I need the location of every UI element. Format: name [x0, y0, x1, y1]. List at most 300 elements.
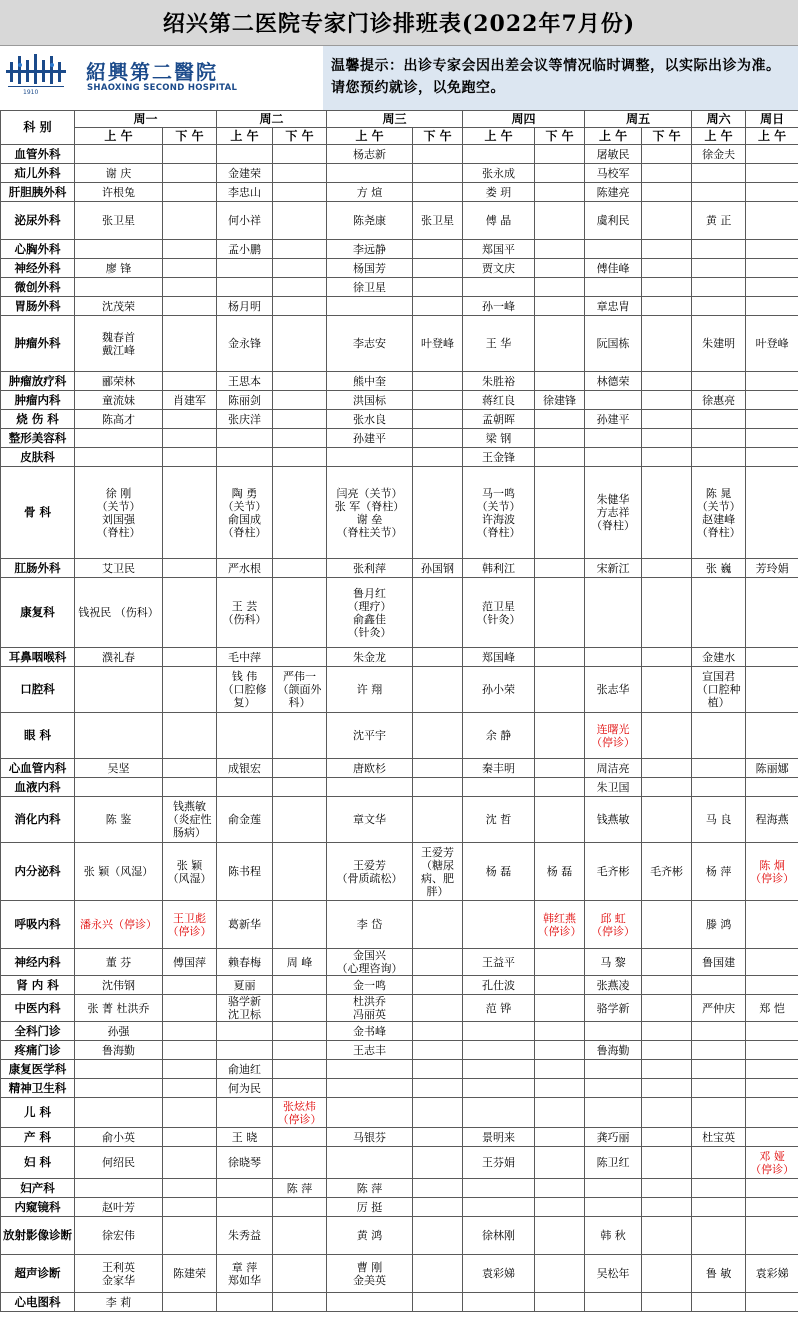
schedule-cell	[217, 429, 273, 448]
schedule-cell: 金一鸣	[327, 976, 413, 995]
schedule-cell: 徐林刚	[463, 1217, 535, 1255]
dept-name: 肝胆胰外科	[1, 183, 75, 202]
schedule-cell: 钱燕敏	[585, 797, 642, 843]
schedule-cell	[535, 713, 585, 759]
schedule-cell	[273, 145, 327, 164]
schedule-cell	[585, 278, 642, 297]
schedule-cell: 沈 哲	[463, 797, 535, 843]
schedule-cell	[273, 448, 327, 467]
table-row	[1, 778, 798, 797]
schedule-cell	[746, 259, 798, 278]
schedule-cell	[535, 1147, 585, 1179]
dept-name: 消化内科	[1, 797, 75, 843]
schedule-cell	[642, 578, 692, 648]
schedule-cell	[642, 429, 692, 448]
hospital-logo	[0, 46, 323, 110]
schedule-cell	[692, 1079, 746, 1098]
dept-name: 肿瘤外科	[1, 316, 75, 372]
dept-name: 眼 科	[1, 713, 75, 759]
schedule-cell	[746, 1079, 798, 1098]
schedule-cell: 闫亮（关节） 张 军（脊柱） 谢 垒 （脊柱关节）	[327, 467, 413, 559]
schedule-cell: 杨国芳	[327, 259, 413, 278]
dept-name: 康复医学科	[1, 1060, 75, 1079]
schedule-cell	[535, 667, 585, 713]
schedule-cell: 陈卫红	[585, 1147, 642, 1179]
schedule-cell: 滕 鸿	[692, 901, 746, 949]
schedule-cell	[535, 759, 585, 778]
schedule-cell	[413, 448, 463, 467]
schedule-cell: 王芬娟	[463, 1147, 535, 1179]
schedule-cell	[75, 1179, 163, 1198]
schedule-cell	[535, 995, 585, 1022]
table-row	[1, 202, 798, 240]
schedule-cell: 俞迪红	[217, 1060, 273, 1079]
schedule-cell	[163, 240, 217, 259]
schedule-cell	[273, 1128, 327, 1147]
schedule-cell	[692, 578, 746, 648]
table-row	[1, 1255, 798, 1293]
pm-header: 下 午	[273, 128, 327, 145]
schedule-cell: 张 颖 （风湿）	[163, 843, 217, 901]
schedule-cell: 许 翔	[327, 667, 413, 713]
dept-name: 疼痛门诊	[1, 1041, 75, 1060]
schedule-cell	[535, 1041, 585, 1060]
day-header: 周日	[746, 111, 798, 128]
schedule-cell	[273, 372, 327, 391]
table-row	[1, 429, 798, 448]
schedule-cell	[217, 1293, 273, 1312]
schedule-cell	[75, 778, 163, 797]
schedule-cell	[746, 1293, 798, 1312]
schedule-cell	[413, 1217, 463, 1255]
schedule-cell: 陈 鉴	[75, 797, 163, 843]
schedule-cell: 俞小英	[75, 1128, 163, 1147]
schedule-cell	[163, 448, 217, 467]
schedule-cell: 张永成	[463, 164, 535, 183]
schedule-cell	[413, 1198, 463, 1217]
table-row	[1, 1098, 798, 1128]
schedule-cell	[642, 1198, 692, 1217]
schedule-cell: 蒋红良	[463, 391, 535, 410]
schedule-cell	[163, 429, 217, 448]
schedule-cell: 林德荣	[585, 372, 642, 391]
schedule-cell: 邓 娅 （停诊）	[746, 1147, 798, 1179]
schedule-cell	[75, 145, 163, 164]
schedule-cell	[746, 667, 798, 713]
schedule-cell	[413, 1098, 463, 1128]
schedule-cell: 孙国钢	[413, 559, 463, 578]
schedule-cell	[163, 316, 217, 372]
schedule-cell	[692, 1293, 746, 1312]
schedule-cell: 余 静	[463, 713, 535, 759]
schedule-cell	[163, 995, 217, 1022]
schedule-cell	[463, 145, 535, 164]
schedule-cell: 钱燕敏 （炎症性 肠病）	[163, 797, 217, 843]
schedule-cell: 龚巧丽	[585, 1128, 642, 1147]
table-row	[1, 843, 798, 901]
dept-name: 内分泌科	[1, 843, 75, 901]
schedule-cell: 郑 恺	[746, 995, 798, 1022]
schedule-cell	[535, 410, 585, 429]
schedule-cell	[746, 648, 798, 667]
schedule-cell: 贾文庆	[463, 259, 535, 278]
schedule-cell	[413, 1041, 463, 1060]
schedule-cell	[642, 183, 692, 202]
schedule-cell	[327, 448, 413, 467]
schedule-cell	[463, 1041, 535, 1060]
schedule-cell: 韩 秋	[585, 1217, 642, 1255]
logo-name-cn: 紹興第二醫院	[86, 60, 218, 84]
schedule-cell: 艾卫民	[75, 559, 163, 578]
schedule-cell: 洪国标	[327, 391, 413, 410]
schedule-cell	[692, 759, 746, 778]
schedule-cell	[273, 797, 327, 843]
dept-name: 皮肤科	[1, 448, 75, 467]
schedule-cell	[535, 1293, 585, 1312]
schedule-cell	[75, 1098, 163, 1128]
schedule-cell	[692, 1217, 746, 1255]
day-header: 周四	[463, 111, 585, 128]
schedule-cell	[692, 297, 746, 316]
schedule-cell: 俞金莲	[217, 797, 273, 843]
schedule-cell	[413, 259, 463, 278]
schedule-cell	[413, 578, 463, 648]
schedule-cell	[75, 713, 163, 759]
schedule-cell	[163, 1217, 217, 1255]
schedule-cell: 李 莉	[75, 1293, 163, 1312]
schedule-cell	[642, 259, 692, 278]
schedule-cell	[463, 1179, 535, 1198]
schedule-cell	[273, 995, 327, 1022]
logo-name-en: SHAOXING SECOND HOSPITAL	[87, 83, 238, 93]
schedule-cell	[746, 1198, 798, 1217]
schedule-cell	[327, 1147, 413, 1179]
schedule-cell	[585, 240, 642, 259]
dept-name: 内窥镜科	[1, 1198, 75, 1217]
schedule-cell	[535, 1060, 585, 1079]
schedule-cell	[413, 995, 463, 1022]
dept-name: 妇 科	[1, 1147, 75, 1179]
schedule-cell: 吴坚	[75, 759, 163, 778]
schedule-cell: 徐 刚 （关节） 刘国强 （脊柱）	[75, 467, 163, 559]
schedule-cell	[642, 372, 692, 391]
schedule-cell	[413, 429, 463, 448]
table-row	[1, 391, 798, 410]
schedule-cell	[463, 901, 535, 949]
schedule-cell	[413, 410, 463, 429]
schedule-cell	[413, 1179, 463, 1198]
day-header: 周一	[75, 111, 217, 128]
schedule-cell: 鲁月红 （理疗） 俞鑫佳 （针灸）	[327, 578, 413, 648]
table-row	[1, 1293, 798, 1312]
dept-name: 妇产科	[1, 1179, 75, 1198]
schedule-cell: 钱祝民 （伤科）	[75, 578, 163, 648]
schedule-cell: 李 岱	[327, 901, 413, 949]
schedule-cell	[535, 429, 585, 448]
schedule-cell	[692, 1022, 746, 1041]
schedule-cell	[585, 648, 642, 667]
schedule-cell: 傅佳峰	[585, 259, 642, 278]
dept-name: 口腔科	[1, 667, 75, 713]
schedule-cell: 陈 晁 （关节） 赵建峰 （脊柱）	[692, 467, 746, 559]
schedule-cell: 宣国君 （口腔种 植）	[692, 667, 746, 713]
schedule-cell	[75, 448, 163, 467]
schedule-cell	[413, 1147, 463, 1179]
schedule-cell: 孙建平	[585, 410, 642, 429]
schedule-cell: 杜洪乔 冯丽英	[327, 995, 413, 1022]
schedule-cell: 陈建荣	[163, 1255, 217, 1293]
schedule-cell: 金建荣	[217, 164, 273, 183]
schedule-cell: 韩红燕 （停诊）	[535, 901, 585, 949]
schedule-cell	[585, 448, 642, 467]
schedule-cell: 郦荣林	[75, 372, 163, 391]
schedule-cell	[273, 391, 327, 410]
schedule-cell	[535, 1098, 585, 1128]
schedule-cell	[692, 1041, 746, 1060]
schedule-cell	[217, 145, 273, 164]
schedule-cell	[273, 467, 327, 559]
schedule-cell: 杨月明	[217, 297, 273, 316]
table-row	[1, 1041, 798, 1060]
schedule-cell	[273, 1255, 327, 1293]
schedule-cell	[413, 183, 463, 202]
schedule-cell: 屠敏民	[585, 145, 642, 164]
table-row	[1, 1179, 798, 1198]
schedule-cell	[327, 1079, 413, 1098]
schedule-cell	[746, 1041, 798, 1060]
schedule-cell	[273, 429, 327, 448]
logo-year: 1910	[23, 89, 39, 96]
schedule-cell	[163, 559, 217, 578]
schedule-cell: 王卫彪 （停诊）	[163, 901, 217, 949]
dept-name: 肛肠外科	[1, 559, 75, 578]
table-row	[1, 297, 798, 316]
schedule-cell	[535, 778, 585, 797]
schedule-cell: 王爱芳 （糖尿 病、肥 胖）	[413, 843, 463, 901]
am-header: 上 午	[75, 128, 163, 145]
dept-name: 中医内科	[1, 995, 75, 1022]
hospital-emblem-icon	[6, 52, 76, 90]
schedule-cell: 沈伟钢	[75, 976, 163, 995]
table-row	[1, 1198, 798, 1217]
schedule-cell	[163, 1041, 217, 1060]
schedule-cell: 骆学新 沈卫标	[217, 995, 273, 1022]
schedule-cell	[535, 1128, 585, 1147]
schedule-cell	[535, 976, 585, 995]
schedule-cell	[413, 667, 463, 713]
schedule-cell	[746, 183, 798, 202]
schedule-cell: 张水良	[327, 410, 413, 429]
schedule-cell	[413, 372, 463, 391]
table-row	[1, 949, 798, 976]
schedule-cell: 徐宏伟	[75, 1217, 163, 1255]
pm-header: 下 午	[642, 128, 692, 145]
schedule-cell	[273, 259, 327, 278]
day-header: 周五	[585, 111, 692, 128]
schedule-cell: 濮礼春	[75, 648, 163, 667]
schedule-cell: 虞利民	[585, 202, 642, 240]
schedule-cell	[217, 713, 273, 759]
schedule-cell	[746, 448, 798, 467]
schedule-cell: 黄 正	[692, 202, 746, 240]
schedule-cell	[217, 448, 273, 467]
schedule-cell: 廖 锋	[75, 259, 163, 278]
schedule-cell	[273, 183, 327, 202]
pm-header: 下 午	[535, 128, 585, 145]
schedule-cell: 毛齐彬	[585, 843, 642, 901]
schedule-cell	[585, 1022, 642, 1041]
schedule-cell	[642, 976, 692, 995]
dept-name: 全科门诊	[1, 1022, 75, 1041]
schedule-cell	[535, 164, 585, 183]
schedule-cell	[746, 901, 798, 949]
schedule-cell: 潘永兴（停诊）	[75, 901, 163, 949]
schedule-cell: 沈茂荣	[75, 297, 163, 316]
dept-name: 整形美容科	[1, 429, 75, 448]
schedule-cell	[746, 202, 798, 240]
table-row	[1, 995, 798, 1022]
schedule-cell	[163, 1128, 217, 1147]
schedule-cell: 朱建明	[692, 316, 746, 372]
table-row	[1, 1060, 798, 1079]
schedule-cell: 王思本	[217, 372, 273, 391]
schedule-cell: 叶登峰	[746, 316, 798, 372]
table-row	[1, 713, 798, 759]
schedule-cell	[535, 1022, 585, 1041]
schedule-cell	[413, 797, 463, 843]
schedule-cell	[642, 467, 692, 559]
schedule-cell	[163, 1098, 217, 1128]
schedule-cell	[692, 183, 746, 202]
schedule-cell: 沈平宇	[327, 713, 413, 759]
schedule-cell	[413, 976, 463, 995]
table-row	[1, 1022, 798, 1041]
schedule-cell	[217, 1179, 273, 1198]
table-row	[1, 1147, 798, 1179]
schedule-cell	[163, 164, 217, 183]
schedule-cell: 张炫炜 （停诊）	[273, 1098, 327, 1128]
schedule-cell: 谢 庆	[75, 164, 163, 183]
schedule-cell	[642, 1060, 692, 1079]
schedule-cell	[463, 1198, 535, 1217]
schedule-cell	[642, 316, 692, 372]
schedule-cell	[535, 297, 585, 316]
schedule-cell	[692, 278, 746, 297]
schedule-cell	[642, 448, 692, 467]
schedule-cell	[746, 467, 798, 559]
schedule-cell	[75, 1079, 163, 1098]
dept-name: 精神卫生科	[1, 1079, 75, 1098]
schedule-cell: 陈 萍	[327, 1179, 413, 1198]
schedule-cell: 郑国峰	[463, 648, 535, 667]
schedule-cell: 唐欧杉	[327, 759, 413, 778]
schedule-cell	[692, 1198, 746, 1217]
schedule-cell	[535, 949, 585, 976]
schedule-cell: 张燕凌	[585, 976, 642, 995]
dept-name: 神经内科	[1, 949, 75, 976]
notice-text: 温馨提示：出诊专家会因出差会议等情况临时调整，以实际出诊为准。请您预约就诊，以免跑空。	[323, 46, 798, 110]
schedule-cell	[535, 278, 585, 297]
schedule-cell: 陈丽娜	[746, 759, 798, 778]
schedule-cell: 孔仕波	[463, 976, 535, 995]
schedule-cell	[746, 372, 798, 391]
dept-name: 超声诊断	[1, 1255, 75, 1293]
schedule-cell: 徐金夫	[692, 145, 746, 164]
schedule-cell	[413, 297, 463, 316]
schedule-cell: 毛中萍	[217, 648, 273, 667]
schedule-cell: 熊中奎	[327, 372, 413, 391]
schedule-cell: 秦丰明	[463, 759, 535, 778]
schedule-cell	[642, 901, 692, 949]
schedule-cell	[642, 391, 692, 410]
table-row	[1, 976, 798, 995]
schedule-cell	[327, 778, 413, 797]
schedule-cell	[642, 1128, 692, 1147]
schedule-cell: 厉 挺	[327, 1198, 413, 1217]
table-row	[1, 797, 798, 843]
schedule-cell	[746, 1060, 798, 1079]
schedule-cell: 毛齐彬	[642, 843, 692, 901]
table-row	[1, 467, 798, 559]
schedule-cell: 周洁亮	[585, 759, 642, 778]
schedule-cell	[642, 1255, 692, 1293]
schedule-cell	[75, 667, 163, 713]
schedule-cell	[692, 410, 746, 429]
schedule-cell	[273, 1293, 327, 1312]
schedule-cell: 李远静	[327, 240, 413, 259]
schedule-cell	[642, 1079, 692, 1098]
schedule-cell	[642, 648, 692, 667]
dept-name: 康复科	[1, 578, 75, 648]
schedule-cell	[75, 278, 163, 297]
schedule-cell	[413, 391, 463, 410]
schedule-cell: 严伟一 （颌面外 科）	[273, 667, 327, 713]
schedule-cell: 黄 鸿	[327, 1217, 413, 1255]
schedule-cell	[273, 410, 327, 429]
schedule-cell	[692, 240, 746, 259]
schedule-cell: 陈书程	[217, 843, 273, 901]
schedule-cell	[585, 1179, 642, 1198]
schedule-cell	[413, 145, 463, 164]
schedule-cell	[273, 316, 327, 372]
schedule-cell: 张卫星	[75, 202, 163, 240]
am-header: 上 午	[746, 128, 798, 145]
schedule-cell	[273, 1147, 327, 1179]
schedule-cell	[746, 1179, 798, 1198]
table-row	[1, 240, 798, 259]
schedule-cell: 章忠胄	[585, 297, 642, 316]
schedule-cell	[642, 559, 692, 578]
schedule-cell: 马 黎	[585, 949, 642, 976]
schedule-cell: 杨 磊	[463, 843, 535, 901]
schedule-cell	[163, 183, 217, 202]
dept-name: 耳鼻咽喉科	[1, 648, 75, 667]
schedule-title: 绍兴第二医院专家门诊排班表(2022年7月份)	[0, 0, 798, 46]
schedule-cell	[327, 297, 413, 316]
schedule-cell: 徐建锋	[535, 391, 585, 410]
schedule-cell	[535, 1079, 585, 1098]
am-header: 上 午	[692, 128, 746, 145]
schedule-cell	[273, 202, 327, 240]
am-header: 上 午	[217, 128, 273, 145]
schedule-cell: 陈 炯 （停诊）	[746, 843, 798, 901]
table-row	[1, 164, 798, 183]
schedule-cell: 赵叶芳	[75, 1198, 163, 1217]
schedule-cell	[642, 1179, 692, 1198]
schedule-cell	[535, 372, 585, 391]
schedule-cell	[163, 778, 217, 797]
schedule-cell: 徐惠亮	[692, 391, 746, 410]
